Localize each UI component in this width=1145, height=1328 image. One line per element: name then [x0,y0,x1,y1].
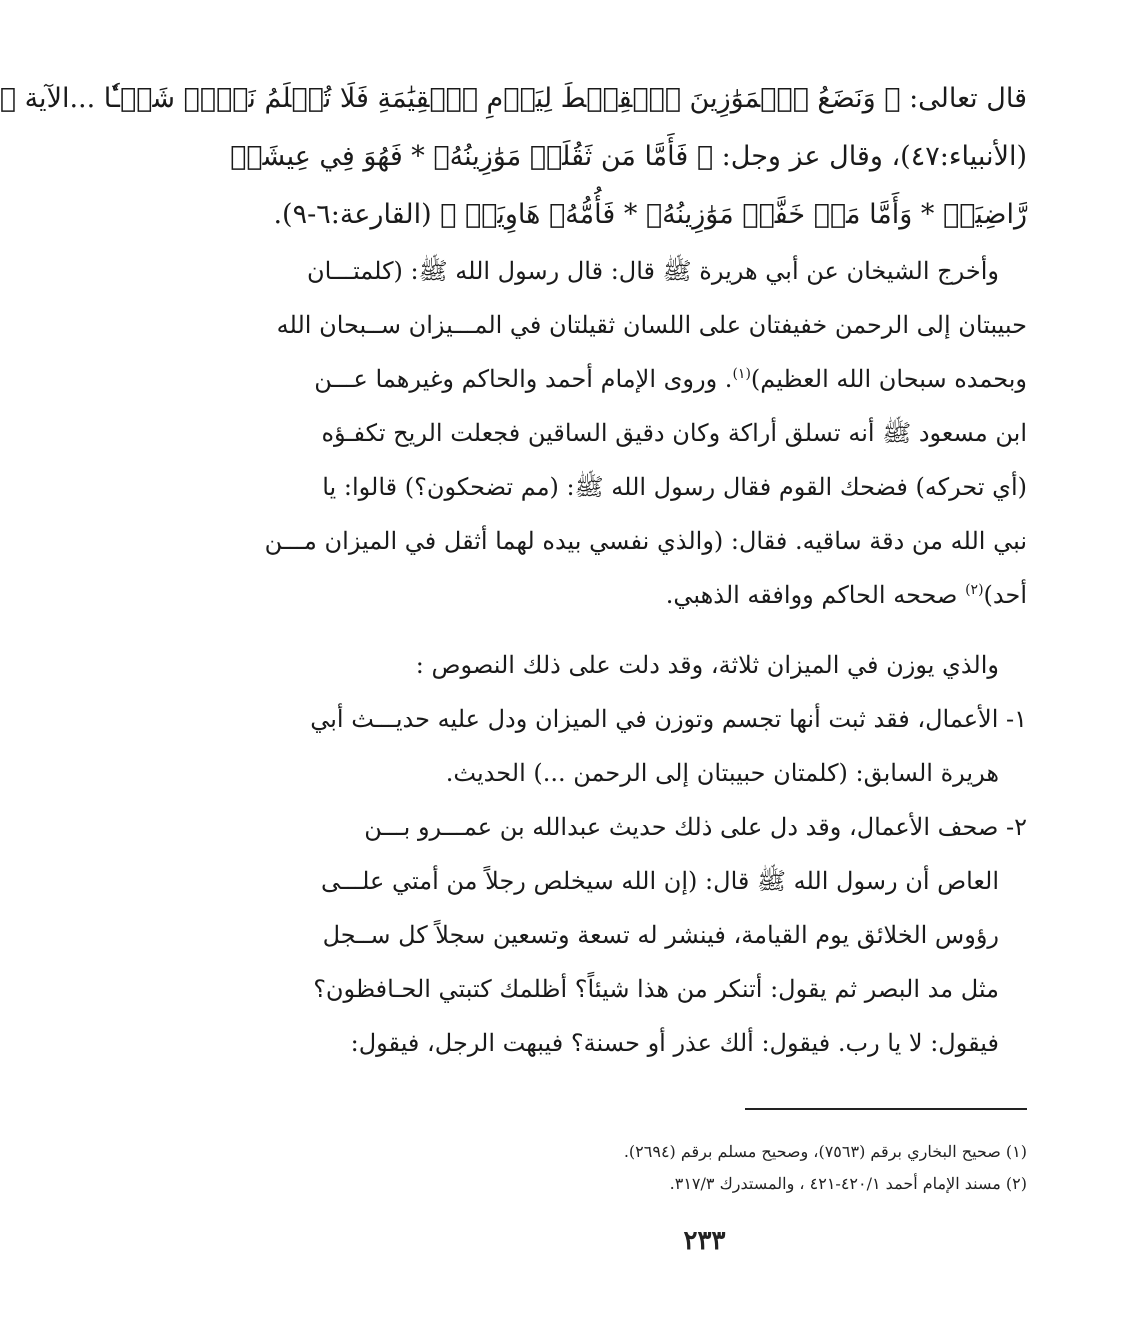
text-line-hadith-4: ابن مسعود ﷺ أنه تسلق أراكة وكان دقيق الساقين فجعلت الريح تكفـؤه [321,419,1027,447]
text-line-hadith-7 [382,568,1027,622]
list-item-2-line-5: فيقول: لا يا رب. فيقول: ألك عذر أو حسنة؟ فيبهت الرجل، فيقول: [350,1029,999,1057]
footnotes [382,1136,1027,1200]
footnote-ref-1: (١) [732,366,751,382]
text-line-quran-1: قال تعالى: ﴿ وَنَضَعُ ٱلۡمَوَٰزِينَ ٱلۡقِسۡطَ لِيَوۡمِ ٱلۡقِيَٰمَةِ فَلَا تُظۡلَمُ نَفۡسٞ شَيۡـٔٗا ...الآية ﴾ [0,83,1027,114]
text-line-quran-2: (الأنبياء:٤٧)، وقال عز وجل: ﴿ فَأَمَّا مَن ثَقُلَتۡ مَوَٰزِينُهُۥ * فَهُوَ فِي عِيشَةٖ [230,141,1027,172]
footnote-ref-2: (٢) [965,582,984,598]
list-item-2-line-4: مثل مد البصر ثم يقول: أتنكر من هذا شيئاً؟ أظلمك كتبتي الحـافظون؟ [313,975,999,1003]
text-line-intro: والذي يوزن في الميزان ثلاثة، وقد دلت على ذلك النصوص : [415,651,999,679]
text-line-hadith-2: حبيبتان إلى الرحمن خفيفتان على اللسان ثقيلتان في المـــيزان ســبحان الله [276,311,1027,339]
hadith-continuation: . وروى الإمام أحمد والحاكم وغيرهما عـــن [314,365,733,393]
list-item-2-line-1: ٢- صحف الأعمال، وقد دل على ذلك حديث عبدالله بن عمـــرو بـــن [364,813,1027,841]
text-line-hadith-5: (أي تحركه) فضحك القوم فقال رسول الله ﷺ: (مم تضحكون؟) قالوا: يا [322,473,1027,501]
list-item-2-line-3: رؤوس الخلائق يوم القيامة، فينشر له تسعة وتسعين سجلاً كل ســجل [322,921,999,949]
hadith-quote-end: وبحمده سبحان الله العظيم) [750,365,1027,393]
footnote-separator [745,1108,1027,1110]
list-item-1-line-2: هريرة السابق: (كلمتان حبيبتان إلى الرحمن ...) الحديث. [445,759,999,787]
text-line-quran-3: رَّاضِيَةٖ * وَأَمَّا مَنۡ خَفَّتۡ مَوَٰزِينُهُۥ * فَأُمُّهُۥ هَاوِيَةٞ ﴾ (القارعة:٦-٩). [273,199,1027,230]
footnote-1: (١) صحيح البخاري برقم (٧٥٦٣)، وصحيح مسلم برقم (٢٦٩٤). [623,1142,1027,1161]
hadith-grading: صححه الحاكم ووافقه الذهبي. [665,581,966,609]
text-line-hadith-3 [314,352,1027,406]
list-item-2-line-2: العاص أن رسول الله ﷺ قال: (إن الله سيخلص رجلاً من أمتي علـــى [321,867,999,895]
hadith-end: أحد) [983,581,1027,609]
page-number: ٢٣٣ [683,1226,726,1256]
footnote-2: (٢) مسند الإمام أحمد ٤٢٠/١-٤٢١ ، والمستدرك ٣١٧/٣. [669,1174,1027,1193]
list-item-1-line-1: ١- الأعمال، فقد ثبت أنها تجسم وتوزن في الميزان ودل عليه حديـــث أبي [310,705,1027,733]
text-line-hadith-6: نبي الله من دقة ساقيه. فقال: (والذي نفسي بيده لهما أثقل في الميزان مـــن [264,527,1027,555]
text-line-hadith-1: وأخرج الشيخان عن أبي هريرة ﷺ قال: قال رسول الله ﷺ: (كلمتـــان [307,257,999,285]
page-body [0,70,1027,1070]
